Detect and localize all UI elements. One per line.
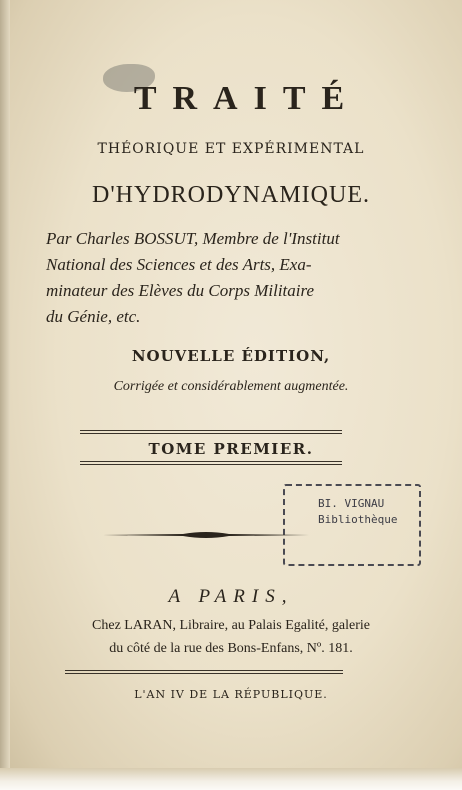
- page-bottom-edge: [0, 768, 462, 790]
- rule-bottom-1: [80, 461, 342, 462]
- stamp-line-1: BI. VIGNAU: [318, 497, 385, 510]
- rule-date-2: [65, 673, 343, 674]
- edition-line: NOUVELLE ÉDITION,: [131, 347, 331, 365]
- publication-date: L'AN IV DE LA RÉPUBLIQUE.: [134, 688, 328, 701]
- publisher-line-2: du côté de la rue des Bons-Enfans, Nº. 181.: [109, 641, 353, 656]
- author-line-2: National des Sciences et des Arts, Exa-: [46, 255, 312, 274]
- rule-date-1: [65, 670, 343, 671]
- author-line-4: du Génie, etc.: [46, 307, 141, 326]
- rule-top-1: [80, 430, 342, 431]
- book-subtitle-2: D'HYDRODYNAMIQUE.: [92, 182, 370, 208]
- edition-note: Corrigée et considérablement augmentée.: [113, 379, 349, 394]
- publisher-line-1: Chez LARAN, Libraire, au Palais Egalité, galerie: [92, 618, 370, 633]
- book-subtitle-1: THÉORIQUE ET EXPÉRIMENTAL: [97, 141, 365, 157]
- rule-top-2: [80, 433, 342, 434]
- author-line-1: Par Charles BOSSUT, Membre de l'Institut: [46, 229, 340, 248]
- volume-label: TOME PREMIER.: [148, 440, 314, 458]
- book-title: TRAITÉ: [133, 80, 361, 117]
- ornament-divider-icon: [103, 528, 309, 542]
- stamp-line-2: Bibliothèque: [318, 513, 398, 526]
- author-line-3: minateur des Elèves du Corps Militaire: [46, 281, 315, 300]
- rule-bottom-2: [80, 464, 342, 465]
- place-of-publication: A PARIS,: [168, 586, 294, 607]
- book-spine: [0, 0, 10, 790]
